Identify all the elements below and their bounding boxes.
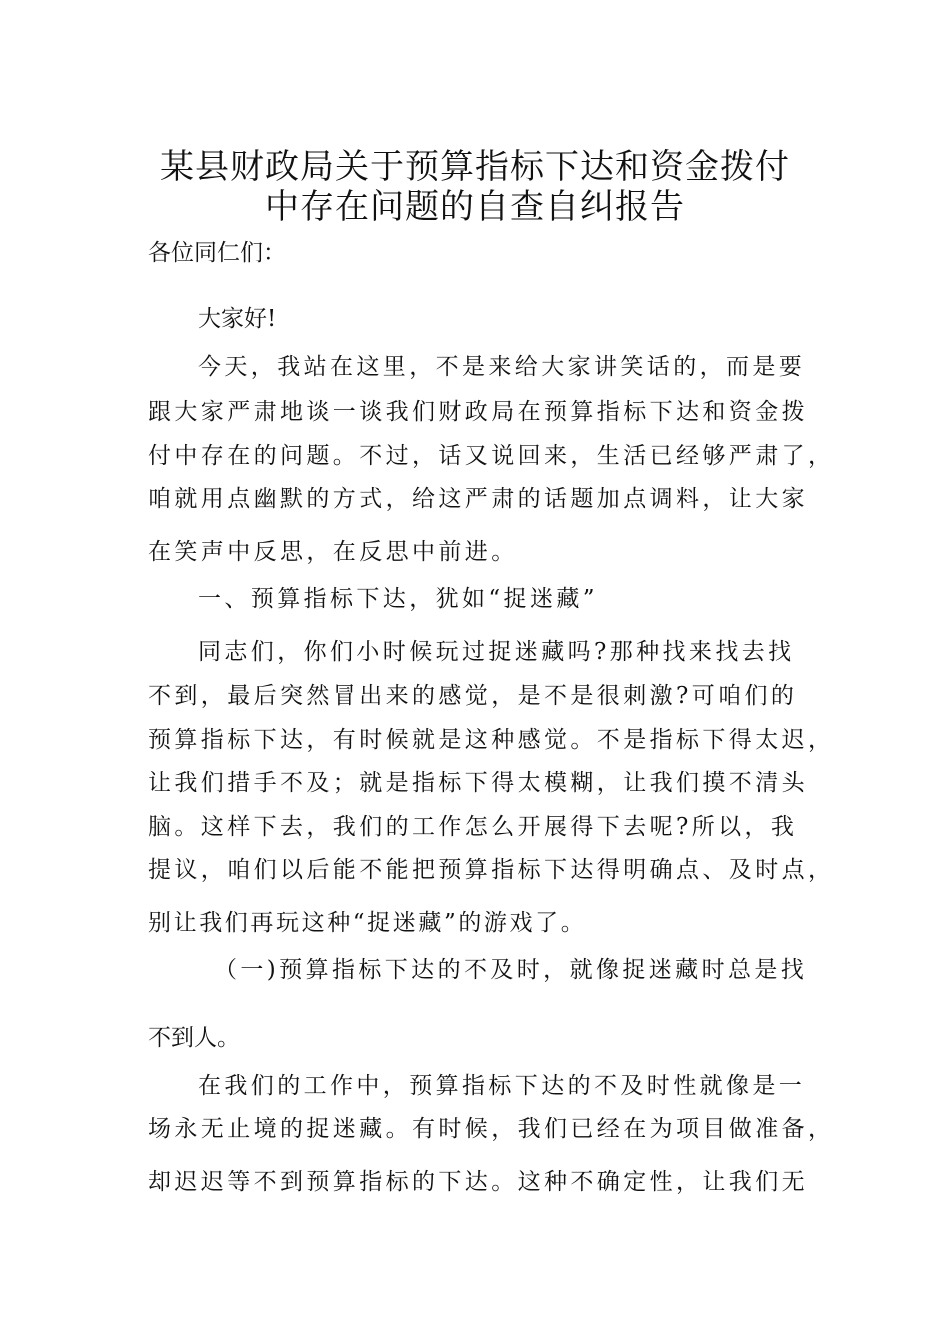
section-heading-1: 一、预算指标下达，犹如“捉迷藏” bbox=[198, 586, 598, 612]
paragraph-line: 预算指标下达，有时候就是这种感觉。不是指标下得太迟， bbox=[148, 727, 835, 753]
salutation: 各位同仁们： bbox=[148, 240, 286, 266]
document-title-line-1: 某县财政局关于预算指标下达和资金拨付 bbox=[160, 147, 790, 187]
document-title-line-2: 中存在问题的自查自纠报告 bbox=[265, 187, 685, 227]
paragraph-line: 今天，我站在这里，不是来给大家讲笑话的，而是要 bbox=[198, 354, 806, 380]
paragraph-line: 在笑声中反思，在反思中前进。 bbox=[148, 539, 518, 565]
subsection-heading-line: 不到人。 bbox=[148, 1025, 240, 1051]
paragraph-line: 脑。这样下去，我们的工作怎么开展得下去呢?所以，我 bbox=[148, 814, 798, 840]
subsection-heading-line: （一)预算指标下达的不及时，就像捉迷藏时总是找 bbox=[214, 957, 808, 983]
paragraph-line: 咱就用点幽默的方式，给这严肃的话题加点调料，让大家 bbox=[148, 486, 808, 512]
paragraph-line: 别让我们再玩这种“捉迷藏”的游戏了。 bbox=[148, 910, 587, 936]
paragraph-line: 跟大家严肃地谈一谈我们财政局在预算指标下达和资金拨 bbox=[148, 399, 808, 425]
paragraph-line: 场永无止境的捉迷藏。有时候，我们已经在为项目做准备， bbox=[148, 1116, 835, 1142]
paragraph-line: 同志们，你们小时候玩过捉迷藏吗?那种找来找去找 bbox=[198, 639, 795, 665]
paragraph-line: 让我们措手不及；就是指标下得太模糊，让我们摸不清头 bbox=[148, 770, 808, 796]
greeting: 大家好! bbox=[198, 306, 277, 332]
paragraph-line: 付中存在的问题。不过，话又说回来，生活已经够严肃了， bbox=[148, 443, 835, 469]
paragraph-line: 不到，最后突然冒出来的感觉，是不是很刺激?可咱们的 bbox=[148, 683, 798, 709]
paragraph-line: 提议，咱们以后能不能把预算指标下达得明确点、及时点， bbox=[148, 857, 835, 883]
paragraph-line: 却迟迟等不到预算指标的下达。这种不确定性，让我们无 bbox=[148, 1169, 808, 1195]
paragraph-line: 在我们的工作中，预算指标下达的不及时性就像是一 bbox=[198, 1073, 806, 1099]
